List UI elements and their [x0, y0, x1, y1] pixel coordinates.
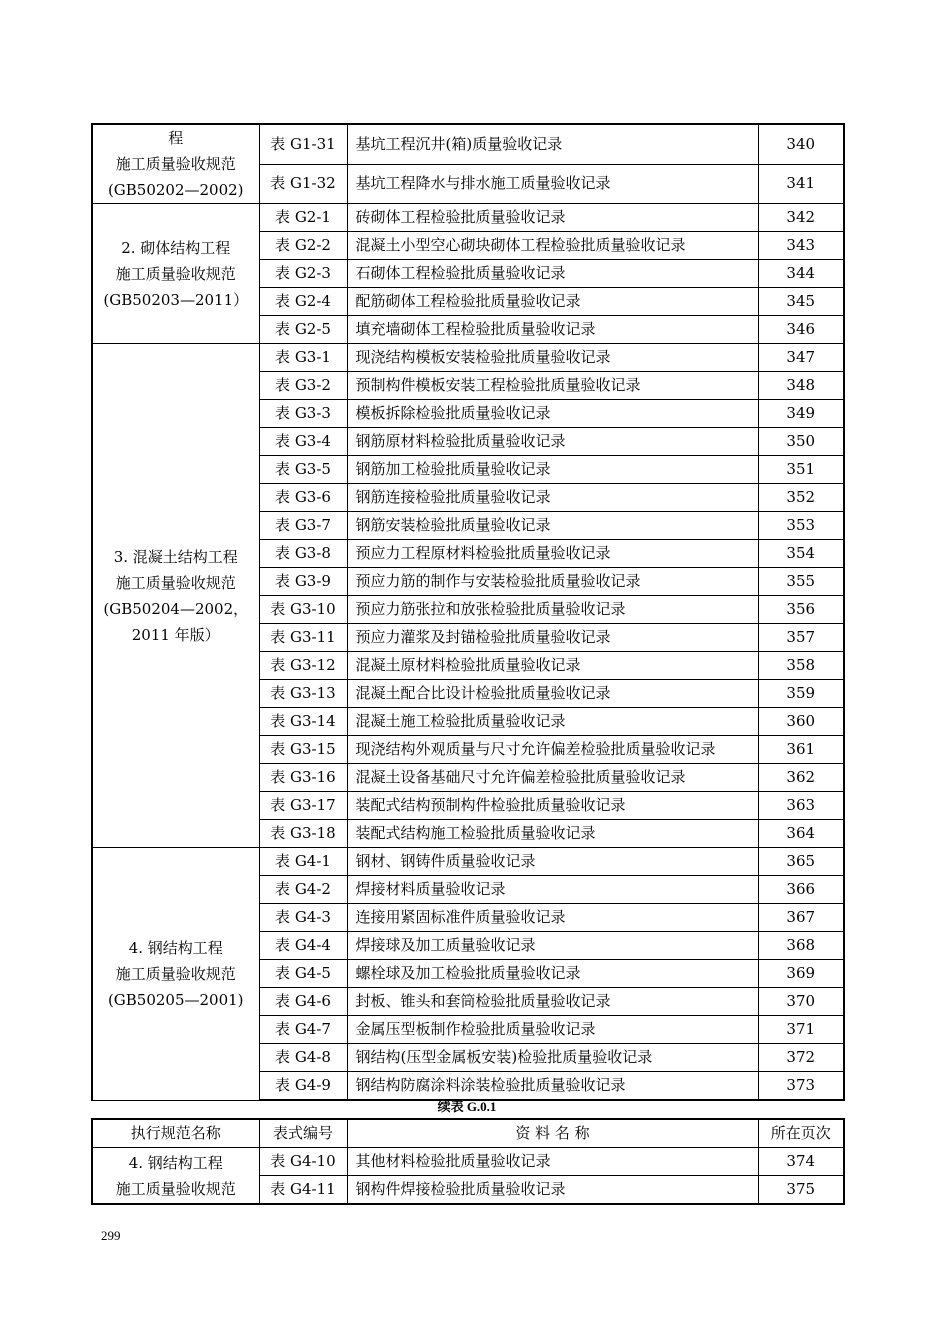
page-ref: 360: [758, 708, 844, 736]
standard-name-cell: [92, 204, 259, 344]
form-code: 表 G3-9: [259, 568, 347, 596]
document-name: 混凝土原材料检验批质量验收记录: [347, 652, 758, 680]
page-ref: 368: [758, 932, 844, 960]
form-code: 表 G4-1: [259, 848, 347, 876]
standard-name-cell: [92, 848, 259, 1101]
page-ref: 354: [758, 540, 844, 568]
form-code: 表 G3-16: [259, 764, 347, 792]
standard-name-line: 施工质量验收规范: [115, 264, 236, 283]
form-code: 表 G3-14: [259, 708, 347, 736]
page-ref: 349: [758, 400, 844, 428]
document-name: 其他材料检验批质量验收记录: [347, 1148, 758, 1176]
document-name: 基坑工程降水与排水施工质量验收记录: [347, 164, 758, 203]
document-name: 预制构件模板安装工程检验批质量验收记录: [347, 372, 758, 400]
document-name: 现浇结构外观质量与尺寸允许偏差检验批质量验收记录: [347, 736, 758, 764]
page-ref: 362: [758, 764, 844, 792]
document-name: 砖砌体工程检验批质量验收记录: [347, 204, 758, 232]
form-code: 表 G4-11: [259, 1176, 347, 1205]
document-name: 钢结构(压型金属板安装)检验批质量验收记录: [347, 1044, 758, 1072]
document-name: 钢筋原材料检验批质量验收记录: [347, 428, 758, 456]
standard-name-cell: [92, 1148, 259, 1205]
page-ref: 361: [758, 736, 844, 764]
form-code: 表 G4-8: [259, 1044, 347, 1072]
page-ref: 351: [758, 456, 844, 484]
form-code: 表 G3-1: [259, 344, 347, 372]
form-code: 表 G4-2: [259, 876, 347, 904]
page-ref: 359: [758, 680, 844, 708]
page-ref: 375: [758, 1176, 844, 1205]
form-code: 表 G4-4: [259, 932, 347, 960]
form-code: 表 G3-18: [259, 820, 347, 848]
document-name: 钢筋加工检验批质量验收记录: [347, 456, 758, 484]
page-ref: 370: [758, 988, 844, 1016]
header-document-name: 资 料 名 称: [347, 1119, 758, 1148]
table-row: [92, 124, 844, 164]
standard-name-line: 施工质量验收规范: [115, 573, 236, 592]
standard-name-line: (GB50204—2002，: [103, 599, 249, 618]
document-name: 钢材、钢铸件质量验收记录: [347, 848, 758, 876]
standard-name-line: (GB50202—2002): [107, 181, 244, 199]
standard-name-line: 施工质量验收规范: [115, 964, 236, 983]
form-code: 表 G4-5: [259, 960, 347, 988]
document-name: 预应力筋的制作与安装检验批质量验收记录: [347, 568, 758, 596]
form-code: 表 G3-5: [259, 456, 347, 484]
document-name: 混凝土设备基础尺寸允许偏差检验批质量验收记录: [347, 764, 758, 792]
form-code: 表 G3-8: [259, 540, 347, 568]
document-name: 钢结构防腐涂料涂装检验批质量验收记录: [347, 1072, 758, 1101]
page-ref: 345: [758, 288, 844, 316]
form-code: 表 G4-6: [259, 988, 347, 1016]
table-row: [92, 1148, 844, 1176]
standard-name-line: (GB50203—2011）: [103, 290, 249, 309]
form-code: 表 G3-12: [259, 652, 347, 680]
continuation-table: [91, 1118, 845, 1205]
page-ref: 340: [758, 124, 844, 164]
form-code: 表 G3-4: [259, 428, 347, 456]
form-code: 表 G4-3: [259, 904, 347, 932]
standard-name-line: 施工质量验收规范: [115, 155, 236, 173]
page-ref: 350: [758, 428, 844, 456]
document-name: 金属压型板制作检验批质量验收记录: [347, 1016, 758, 1044]
form-code: 表 G2-4: [259, 288, 347, 316]
page-ref: 341: [758, 164, 844, 203]
page-ref: 365: [758, 848, 844, 876]
document-name: 混凝土小型空心砌块砌体工程检验批质量验收记录: [347, 232, 758, 260]
document-name: 封板、锥头和套筒检验批质量验收记录: [347, 988, 758, 1016]
main-index-body: [92, 124, 844, 1100]
standard-name-cell: [92, 124, 259, 204]
standard-name-line: 4. 钢结构工程: [128, 938, 223, 957]
form-code: 表 G4-10: [259, 1148, 347, 1176]
form-code: 表 G3-17: [259, 792, 347, 820]
form-code: 表 G1-31: [259, 124, 347, 164]
standard-name-line: 程: [168, 129, 184, 147]
page-ref: 364: [758, 820, 844, 848]
form-code: 表 G3-10: [259, 596, 347, 624]
page-ref: 356: [758, 596, 844, 624]
header-row: [92, 1119, 844, 1148]
document-name: 模板拆除检验批质量验收记录: [347, 400, 758, 428]
standard-name-line: 2011 年版）: [131, 625, 220, 644]
continuation-title: 续表 G.0.1: [437, 1099, 497, 1114]
page-ref: 369: [758, 960, 844, 988]
page-ref: 344: [758, 260, 844, 288]
form-code: 表 G2-3: [259, 260, 347, 288]
document-name: 现浇结构模板安装检验批质量验收记录: [347, 344, 758, 372]
form-code: 表 G2-2: [259, 232, 347, 260]
form-code: 表 G1-32: [259, 164, 347, 203]
page-ref: 347: [758, 344, 844, 372]
form-code: 表 G3-3: [259, 400, 347, 428]
page-ref: 371: [758, 1016, 844, 1044]
form-code: 表 G3-7: [259, 512, 347, 540]
page-ref: 372: [758, 1044, 844, 1072]
document-name: 预应力灌浆及封锚检验批质量验收记录: [347, 624, 758, 652]
page-ref: 348: [758, 372, 844, 400]
form-code: 表 G3-11: [259, 624, 347, 652]
page-ref: 355: [758, 568, 844, 596]
document-name: 焊接球及加工质量验收记录: [347, 932, 758, 960]
document-name: 预应力工程原材料检验批质量验收记录: [347, 540, 758, 568]
page-ref: 373: [758, 1072, 844, 1101]
page-ref: 342: [758, 204, 844, 232]
page-ref: 352: [758, 484, 844, 512]
document-name: 装配式结构施工检验批质量验收记录: [347, 820, 758, 848]
main-index-table: [91, 123, 845, 1101]
form-code: 表 G2-1: [259, 204, 347, 232]
standard-name-line: 施工质量验收规范: [115, 1179, 236, 1198]
form-code: 表 G2-5: [259, 316, 347, 344]
table-row: [92, 848, 844, 876]
standard-name-line: 2. 砌体结构工程: [121, 238, 231, 257]
page-ref: 346: [758, 316, 844, 344]
document-name: 装配式结构预制构件检验批质量验收记录: [347, 792, 758, 820]
form-code: 表 G4-9: [259, 1072, 347, 1101]
header-form-code: 表式编号: [259, 1119, 347, 1148]
header-standard-name: 执行规范名称: [92, 1119, 259, 1148]
document-name: 螺栓球及加工检验批质量验收记录: [347, 960, 758, 988]
form-code: 表 G3-15: [259, 736, 347, 764]
page-ref: 367: [758, 904, 844, 932]
page-ref: 363: [758, 792, 844, 820]
document-name: 钢筋安装检验批质量验收记录: [347, 512, 758, 540]
standard-name-line: (GB50205—2001): [107, 990, 244, 1009]
page-ref: 357: [758, 624, 844, 652]
document-name: 石砌体工程检验批质量验收记录: [347, 260, 758, 288]
document-name: 连接用紧固标准件质量验收记录: [347, 904, 758, 932]
document-name: 焊接材料质量验收记录: [347, 876, 758, 904]
form-code: 表 G3-2: [259, 372, 347, 400]
document-name: 配筋砌体工程检验批质量验收记录: [347, 288, 758, 316]
form-code: 表 G3-6: [259, 484, 347, 512]
page-ref: 343: [758, 232, 844, 260]
page-number: 299: [101, 1228, 121, 1243]
table-row: [92, 204, 844, 232]
document-name: 预应力筋张拉和放张检验批质量验收记录: [347, 596, 758, 624]
form-code: 表 G4-7: [259, 1016, 347, 1044]
document-name: 钢构件焊接检验批质量验收记录: [347, 1176, 758, 1205]
document-name: 基坑工程沉井(箱)质量验收记录: [347, 124, 758, 164]
page-ref: 374: [758, 1148, 844, 1176]
document-name: 混凝土施工检验批质量验收记录: [347, 708, 758, 736]
page-ref: 358: [758, 652, 844, 680]
table-row: [92, 344, 844, 372]
standard-name-cell: [92, 344, 259, 848]
document-name: 填充墙砌体工程检验批质量验收记录: [347, 316, 758, 344]
standard-name-line: 4. 钢结构工程: [128, 1153, 223, 1172]
standard-name-line: 3. 混凝土结构工程: [113, 547, 238, 566]
header-page: 所在页次: [758, 1119, 844, 1148]
continuation-body: [92, 1119, 844, 1204]
document-name: 混凝土配合比设计检验批质量验收记录: [347, 680, 758, 708]
page-ref: 366: [758, 876, 844, 904]
page-ref: 353: [758, 512, 844, 540]
document-name: 钢筋连接检验批质量验收记录: [347, 484, 758, 512]
form-code: 表 G3-13: [259, 680, 347, 708]
